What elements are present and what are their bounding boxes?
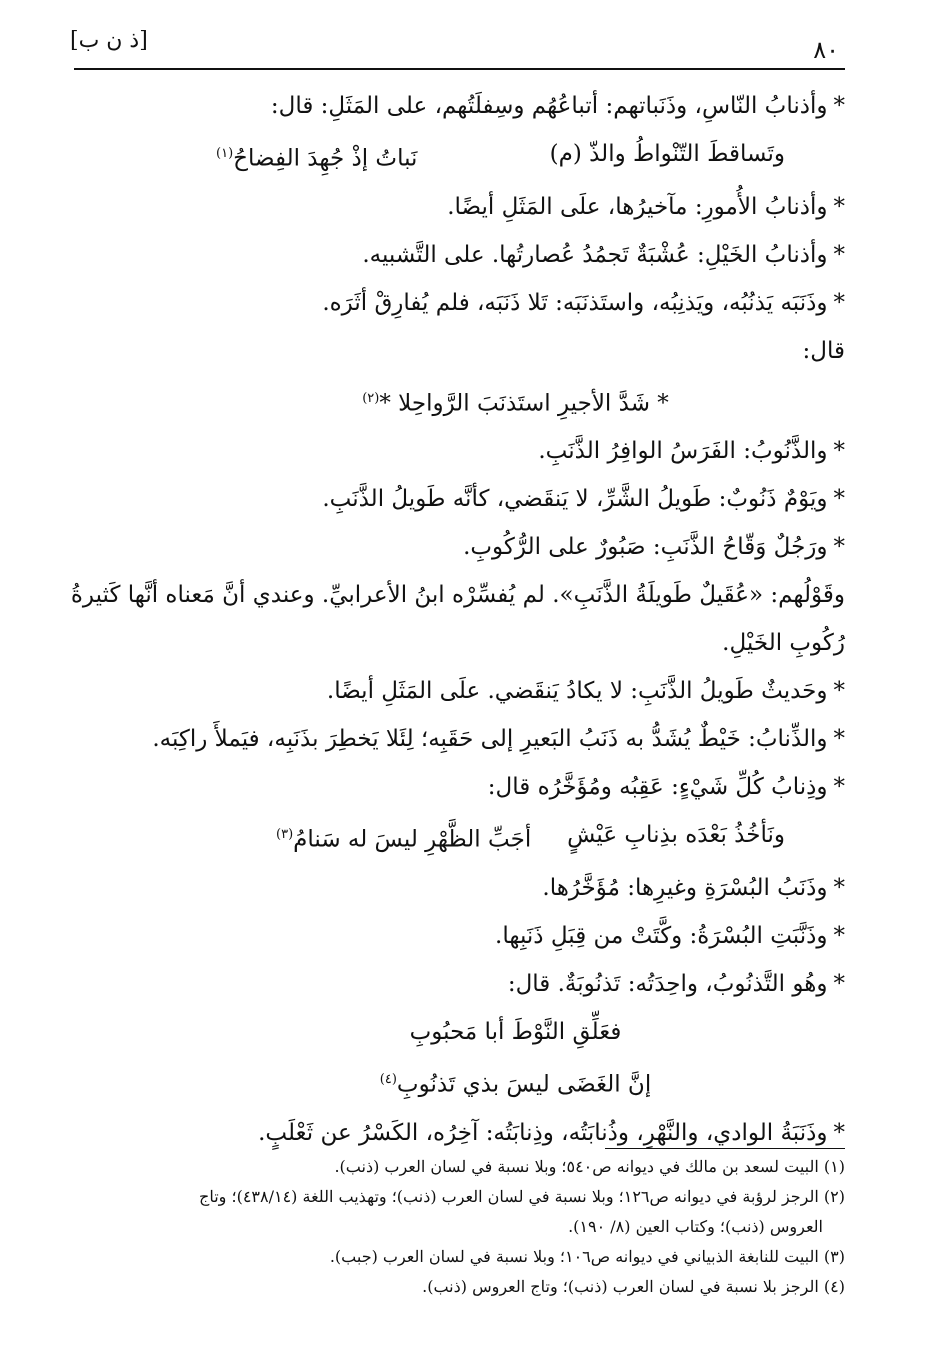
entry-text: وذَنَبُ البُسْرَةِ وغيرِها: مُؤَخَّرُها. <box>542 874 828 901</box>
verse-second-hemistich: أجَبِّ الظَّهْرِ ليسَ له سَنامُ$^{(٣)}$ <box>276 826 532 853</box>
footnote: (١) البيت لسعد بن مالك في ديوانه ص٥٤٠؛ وبلا نسبة في لسان العرب (ذنب). <box>334 1157 845 1176</box>
entry-star: * <box>833 970 845 997</box>
header-rule <box>74 68 845 70</box>
entry-text: وذَنَبَه يَذنُبُه، ويَذنِبُه، واستَذنَبَه: تَلا ذَنَبَه، فلم يُفارِقْ أثَرَه. <box>322 289 828 316</box>
main-text <box>66 82 845 1157</box>
footnote: (٤) الرجز بلا نسبة في لسان العرب (ذنب)؛ وتاج العروس (ذنب). <box>422 1277 845 1296</box>
entry-star: * <box>833 678 845 705</box>
entry-text: والذَّنُوبُ: الفَرَسُ الوافِرُ الذَّنَبِ. <box>538 438 828 465</box>
entry-text: وأذنابُ الأُمورِ: مآخيرُها، علَى المَثَلِ أيضًا. <box>447 193 828 220</box>
text-line: قال: <box>802 337 845 364</box>
rajaz-line: فعَلِّقِ النَّوْطَ أبا مَحبُوبِ <box>409 1018 622 1045</box>
entry-star: * <box>833 438 845 465</box>
entry-line <box>66 279 845 327</box>
rajaz-line: إنَّ الغَضَى ليسَ بذي تَذنُوبِ$^{(٤)}$ <box>379 1071 652 1098</box>
footnotes <box>66 1152 845 1302</box>
entry-line <box>66 427 845 475</box>
entry-line <box>66 912 845 960</box>
page-number: ٨٠ <box>813 36 839 64</box>
entry-text: وأذنابُ الخَيْلِ: عُشْبَةٌ تَجمُدُ عُصارتُها. على التَّشبيه. <box>362 241 828 268</box>
entry-line <box>66 523 845 571</box>
entry-star: * <box>833 774 845 801</box>
entry-line <box>66 763 845 811</box>
entry-star: * <box>833 486 845 513</box>
entry-line <box>66 183 845 231</box>
verse-first-hemistich: ونَأخُذُ بَعْدَه بذِنابِ عَيْشٍ <box>567 822 785 849</box>
entry-line <box>66 715 845 763</box>
entry-text: وحَديثٌ طَويلُ الذَّنَبِ: لا يكادُ يَنقَضي. علَى المَثَلِ أيضًا. <box>326 678 828 705</box>
footnote-ref: (٤) <box>379 1071 397 1087</box>
entry-star: * <box>833 922 845 949</box>
entry-line <box>66 231 845 279</box>
entry-star: * <box>833 726 845 753</box>
entry-star: * <box>833 1119 845 1146</box>
footnote: (٢) الرجز لرؤبة في ديوانه ص١٢٦؛ وبلا نسبة في لسان العرب (ذنب)؛ وتهذيب اللغة (٤٣٨/١٤)؛ وتاج <box>199 1187 845 1206</box>
verse-line <box>66 130 845 183</box>
entry-star: * <box>833 289 845 316</box>
entry-text: وذِنابُ كُلِّ شَيْءٍ: عَقِبُه ومُؤَخَّرُه قال: <box>487 774 828 801</box>
footnote-ref: (٢) <box>362 390 380 406</box>
entry-star: * <box>833 193 845 220</box>
entry-star: * <box>833 241 845 268</box>
entry-text: وذَنَّبَتِ البُسْرَةُ: وكَّتَتْ من قِبَلِ ذَنَبِها. <box>495 922 828 949</box>
entry-star: * <box>833 874 845 901</box>
entry-star: * <box>833 93 845 119</box>
footnote-rule <box>605 1148 845 1149</box>
entry-star: * <box>833 534 845 561</box>
footnote-continuation: العروس (ذنب)؛ وكتاب العين (٨/ ١٩٠). <box>568 1217 823 1236</box>
entry-text: وأذنابُ النّاسِ، وذَنَباتهم: أتباعُهُم وسِفلَتُهم، على المَثَلِ: قال: <box>270 93 828 119</box>
entry-text: ورَجُلٌ وَقّاحُ الذَّنَبِ: صَبُورٌ على الرُّكُوبِ. <box>463 534 828 561</box>
verse-line <box>66 811 845 864</box>
entry-line <box>66 82 845 130</box>
entry-line <box>66 1109 845 1157</box>
verse-second-hemistich: نَباتُ إذْ جُهِدَ الفِضاحُ$^{(١)}$ <box>216 145 418 172</box>
entry-text: وذَنَبَةُ الوادي، والنَّهْرِ، وذُنابَتُه، وذِنابَتُه: آخِرُه، الكَسْرُ عن ثَعْلَبٍ. <box>258 1119 828 1146</box>
entry-text: والذِّنابُ: خَيْطٌ يُشَدُّ به ذَنَبُ البَعيرِ إلى حَقَبِه؛ لِئَلا يَخطِرَ بذَنَبِه، فيَملأَ راكِبَه. <box>152 726 828 753</box>
entry-line <box>66 864 845 912</box>
verse-first-hemistich: وتَساقطَ التّنْواطُ والذّ (م) <box>549 141 785 167</box>
text-line: رُكُوبِ الخَيْلِ. <box>722 630 845 657</box>
footnote: (٣) البيت للنابغة الذبياني في ديوانه ص١٠٦؛ وبلا نسبة في لسان العرب (جبب). <box>329 1247 845 1266</box>
footnote-ref: (١) <box>216 146 234 161</box>
footnote-ref: (٣) <box>276 827 294 843</box>
entry-line <box>66 960 845 1008</box>
rajaz-line: * شَدَّ الأجيرِ استَذنَبَ الرَّواحِلا *$^{(٢)}$ <box>362 390 669 417</box>
entry-line <box>66 667 845 715</box>
entry-line <box>66 475 845 523</box>
text-line: وقَوْلُهم: «عُقَيلٌ طَويلَةُ الذَّنَبِ». لم يُفسِّرْه ابنُ الأعرابيِّ. وعندي أنَّ مَعناه أنَّها كَثيرةُ <box>70 582 845 609</box>
root-header: [ذ ن ب] <box>70 28 148 53</box>
entry-text: وهُو التَّذنُوبُ، واحِدَتُه: تَذنُوبَةٌ. قال: <box>507 970 828 997</box>
entry-text: ويَوْمٌ ذَنُوبٌ: طَويلُ الشَّرِّ، لا يَنقَضي، كأنَّه طَويلُ الذَّنَبِ. <box>322 486 828 513</box>
